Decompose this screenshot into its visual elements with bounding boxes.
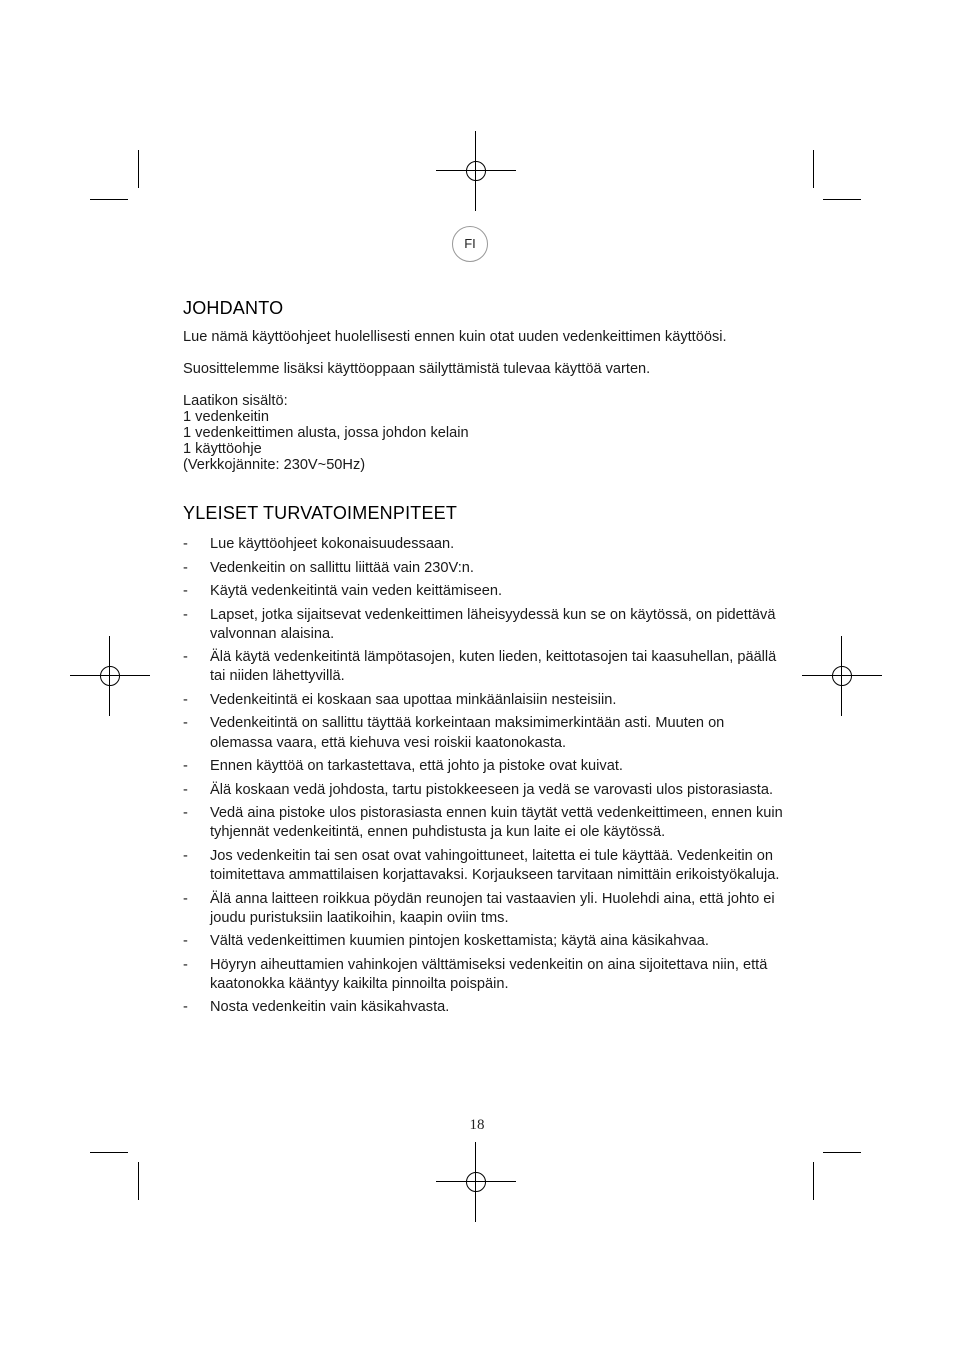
registration-mark-bottom: [436, 1142, 516, 1222]
safety-item: - Käytä vedenkeitintä vain veden keittämiseen.: [183, 582, 783, 601]
safety-item: - Lue käyttöohjeet kokonaisuudessaan.: [183, 535, 783, 554]
registration-mark-left: [70, 636, 150, 716]
crop-mark-top-left-vertical: [138, 150, 139, 188]
page-content: [183, 298, 783, 1022]
safety-item: - Höyryn aiheuttamien vahinkojen välttämiseksi vedenkeitin on aina sijoitettava niin, että kaatonokka kääntyy kaikilta pinnoilta poispäin.: [183, 956, 783, 994]
crop-mark-top-right-vertical: [813, 150, 814, 188]
crop-mark-bottom-left-vertical: [138, 1162, 139, 1200]
safety-list: [183, 535, 783, 1018]
box-contents-item: 1 vedenkeitin: [183, 409, 270, 425]
page-number: 18: [469, 1117, 485, 1133]
safety-item: - Älä käytä vedenkeitintä lämpötasojen, kuten lieden, keittotasojen tai kaasuhellan, päällä tai niiden lähettyvillä.: [183, 648, 783, 686]
crop-mark-bottom-right-vertical: [813, 1162, 814, 1200]
box-contents-item: 1 vedenkeittimen alusta, jossa johdon kelain: [183, 425, 469, 441]
section-title-safety: YLEISET TURVATOIMENPITEET: [183, 503, 458, 523]
language-badge: FI: [452, 226, 488, 262]
safety-item: - Vedä aina pistoke ulos pistorasiasta ennen kuin täytät vettä vedenkeittimeen, ennen kuin tyhjennät vedenkeitintä, ennen puhdistusta ja kun laite ei ole käytössä.: [183, 804, 783, 842]
registration-mark-top: [436, 131, 516, 211]
crop-mark-bottom-right-horizontal: [823, 1152, 861, 1153]
crop-mark-top-right-horizontal: [823, 199, 861, 200]
safety-item: - Vältä vedenkeittimen kuumien pintojen koskettamista; käytä aina käsikahvaa.: [183, 932, 783, 951]
safety-item: - Vedenkeitintä ei koskaan saa upottaa minkäänlaisiin nesteisiin.: [183, 691, 783, 710]
safety-item: - Lapset, jotka sijaitsevat vedenkeittimen läheisyydessä kun se on käytössä, on pidettävä valvonnan alaisina.: [183, 606, 783, 644]
safety-item: - Ennen käyttöä on tarkastettava, että johto ja pistoke ovat kuivat.: [183, 757, 783, 776]
section-title-introduction: JOHDANTO: [183, 298, 284, 318]
box-contents-item: 1 käyttöohje: [183, 441, 262, 457]
safety-item: - Älä koskaan vedä johdosta, tartu pistokkeeseen ja vedä se varovasti ulos pistorasiasta.: [183, 781, 783, 800]
safety-item: - Nosta vedenkeitin vain käsikahvasta.: [183, 998, 783, 1017]
safety-item: - Vedenkeitintä on sallittu täyttää korkeintaan maksimimerkintään asti. Muuten on olemassa vaara, että kiehuva vesi roiskii kaatonokasta.: [183, 714, 783, 752]
recommendation-paragraph: Suosittelemme lisäksi käyttöoppaan säilyttämistä tulevaa käyttöä varten.: [183, 361, 651, 377]
crop-mark-top-left-horizontal: [90, 199, 128, 200]
safety-item: - Älä anna laitteen roikkua pöydän reunojen tai vastaavien yli. Huolehdi aina, että johto ei joudu puristuksiin laatikoihin, kaapin oviin tms.: [183, 890, 783, 928]
crop-mark-bottom-left-horizontal: [90, 1152, 128, 1153]
intro-paragraph: Lue nämä käyttöohjeet huolellisesti ennen kuin otat uuden vedenkeittimen käyttöösi.: [183, 329, 727, 345]
safety-item: - Jos vedenkeitin tai sen osat ovat vahingoittuneet, laitetta ei tule käyttää. Vedenkeitin on toimitettava ammattilaisen korjattavaksi. Korjaukseen tarvitaan nimittäin erikoistyökaluja.: [183, 847, 783, 885]
mains-voltage-note: (Verkkojännite: 230V~50Hz): [183, 457, 366, 473]
box-contents-label: Laatikon sisältö:: [183, 393, 288, 409]
safety-item: - Vedenkeitin on sallittu liittää vain 230V:n.: [183, 559, 783, 578]
registration-mark-right: [802, 636, 882, 716]
